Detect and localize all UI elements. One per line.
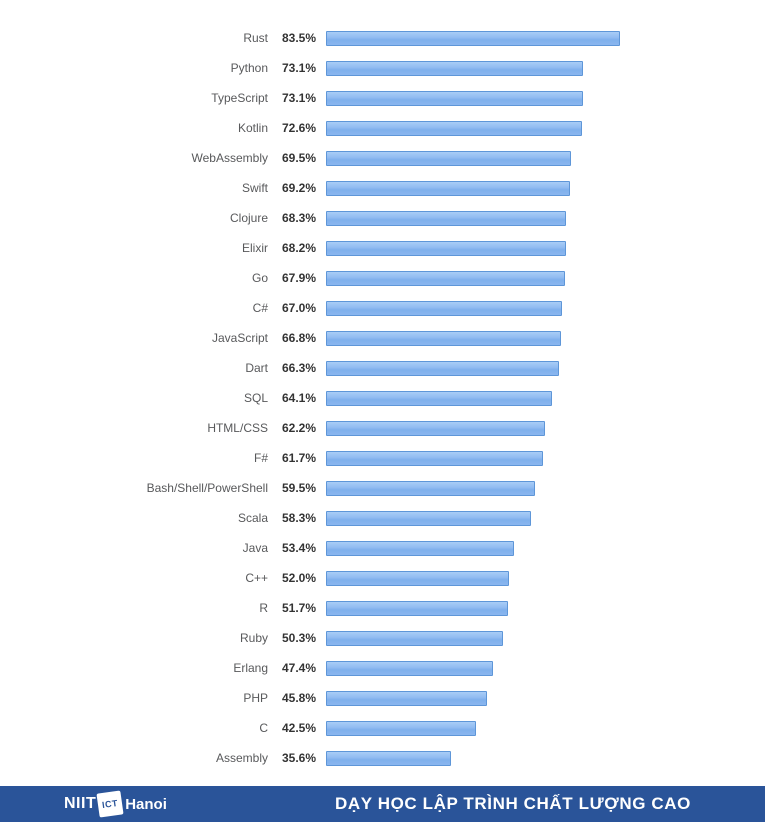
bar [326, 211, 566, 226]
bar-row [0, 593, 765, 623]
bar-row [0, 83, 765, 113]
bar [326, 541, 514, 556]
language-label: Rust [243, 31, 268, 45]
bar-row [0, 473, 765, 503]
bar [326, 361, 559, 376]
value-label: 73.1% [282, 91, 317, 105]
bar-row [0, 383, 765, 413]
language-label: HTML/CSS [207, 421, 268, 435]
bar [326, 241, 566, 256]
bar-row [0, 113, 765, 143]
language-label: Elixir [242, 241, 268, 255]
bar-row [0, 683, 765, 713]
language-label: Scala [237, 511, 268, 525]
language-label: Java [242, 541, 268, 555]
bar-row [0, 563, 765, 593]
value-label: 45.8% [282, 691, 317, 705]
bar-row [0, 653, 765, 683]
bar [326, 511, 531, 526]
bar [326, 271, 565, 286]
bar [326, 91, 583, 106]
bar-row [0, 503, 765, 533]
value-label: 62.2% [282, 421, 317, 435]
bar [326, 181, 570, 196]
language-label: Clojure [229, 211, 268, 225]
bar-row [0, 743, 765, 773]
bar-row [0, 203, 765, 233]
value-label: 58.3% [282, 511, 317, 525]
value-label: 73.1% [282, 61, 317, 75]
bar [326, 151, 571, 166]
bar [326, 331, 561, 346]
bar [326, 391, 552, 406]
value-label: 69.2% [282, 181, 317, 195]
language-label: Bash/Shell/PowerShell [146, 481, 268, 495]
language-label: C++ [245, 571, 268, 585]
value-label: 50.3% [282, 631, 317, 645]
value-label: 66.3% [282, 361, 317, 375]
ict-logo-icon: ICT [97, 790, 124, 817]
bar [326, 571, 509, 586]
value-label: 53.4% [282, 541, 317, 555]
value-label: 59.5% [282, 481, 317, 495]
bar [326, 451, 543, 466]
value-label: 67.0% [282, 301, 317, 315]
language-label: C [259, 721, 268, 735]
language-label: Python [230, 61, 268, 75]
bar [326, 661, 493, 676]
value-label: 47.4% [282, 661, 317, 675]
value-label: 66.8% [282, 331, 317, 345]
bar-row [0, 323, 765, 353]
logo-text-hanoi: Hanoi [125, 795, 167, 813]
bar [326, 601, 508, 616]
niit-hanoi-logo [64, 792, 167, 816]
value-label: 67.9% [282, 271, 317, 285]
bar-row [0, 143, 765, 173]
value-label: 83.5% [282, 31, 317, 45]
language-label: JavaScript [211, 331, 268, 345]
bar [326, 301, 562, 316]
value-label: 42.5% [282, 721, 317, 735]
language-label: Kotlin [237, 121, 268, 135]
bar-row [0, 53, 765, 83]
bar-row [0, 443, 765, 473]
value-label: 51.7% [282, 601, 317, 615]
language-label: WebAssembly [191, 151, 268, 165]
bar-row [0, 353, 765, 383]
bar [326, 61, 583, 76]
bar-row [0, 173, 765, 203]
language-label: Assembly [215, 751, 268, 765]
language-label: C# [252, 301, 268, 315]
language-label: R [259, 601, 268, 615]
language-label: Go [251, 271, 268, 285]
language-label: Swift [241, 181, 268, 195]
bar [326, 721, 476, 736]
language-label: TypeScript [211, 91, 268, 105]
footer-slogan: DẠY HỌC LẬP TRÌNH CHẤT LƯỢNG CAO [334, 794, 691, 813]
bar-row [0, 263, 765, 293]
bar [326, 691, 487, 706]
bar-row [0, 623, 765, 653]
bar [326, 31, 620, 46]
bar-row [0, 23, 765, 53]
value-label: 64.1% [282, 391, 317, 405]
value-label: 69.5% [282, 151, 317, 165]
language-label: Ruby [239, 631, 268, 645]
footer-banner [0, 786, 765, 822]
value-label: 72.6% [282, 121, 317, 135]
language-label: Erlang [233, 661, 268, 675]
bar-row [0, 713, 765, 743]
bar [326, 751, 451, 766]
bar [326, 121, 582, 136]
bar [326, 631, 503, 646]
bar-row [0, 233, 765, 263]
logo-text-niit: NIIT [64, 795, 97, 812]
bar-row [0, 413, 765, 443]
value-label: 68.3% [282, 211, 317, 225]
bar [326, 421, 545, 436]
value-label: 68.2% [282, 241, 317, 255]
language-label: F# [253, 451, 268, 465]
value-label: 35.6% [282, 751, 317, 765]
bar [326, 481, 535, 496]
language-label: SQL [243, 391, 268, 405]
bar-row [0, 293, 765, 323]
value-label: 52.0% [282, 571, 317, 585]
bar-row [0, 533, 765, 563]
language-label: Dart [245, 361, 268, 375]
language-label: PHP [243, 691, 268, 705]
value-label: 61.7% [282, 451, 317, 465]
